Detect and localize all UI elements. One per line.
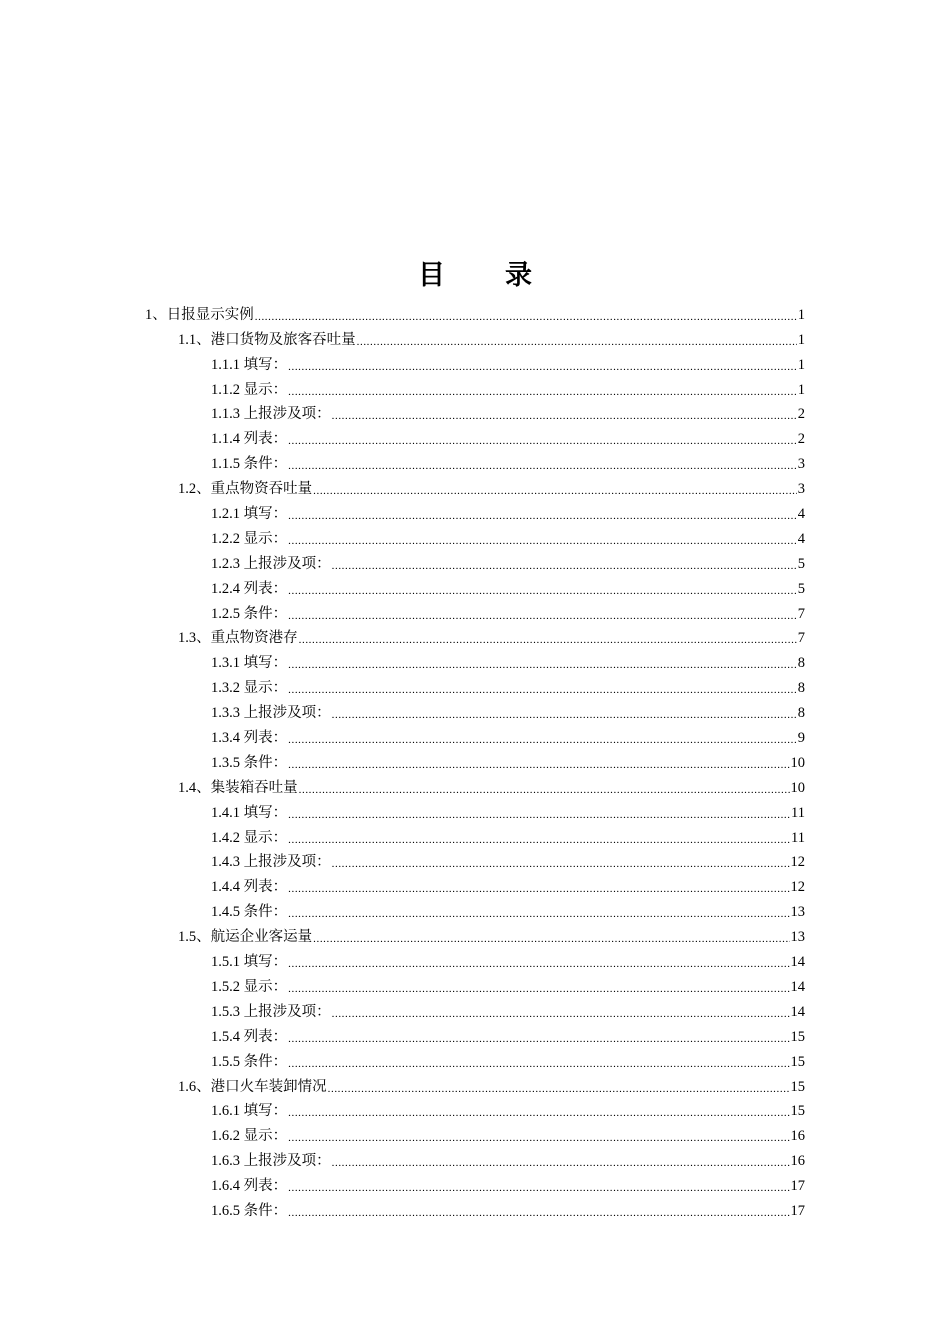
toc-dot-leader	[357, 335, 797, 349]
toc-entry-title: 1.6.3 上报涉及项：	[211, 1153, 331, 1170]
toc-entry[interactable]	[0, 698, 805, 723]
toc-entry[interactable]	[0, 848, 805, 873]
toc-entry-page-number: 3	[797, 456, 805, 473]
toc-entry[interactable]	[0, 400, 805, 425]
toc-entry-page-number: 7	[797, 630, 805, 647]
toc-entry[interactable]	[0, 375, 805, 400]
toc-entry[interactable]	[0, 947, 805, 972]
toc-dot-leader	[299, 783, 790, 797]
toc-dot-leader	[332, 409, 797, 423]
toc-dot-leader	[328, 1082, 790, 1096]
toc-dot-leader	[332, 1007, 790, 1021]
toc-dot-leader	[299, 633, 797, 647]
toc-entry-page-number: 12	[790, 879, 805, 896]
toc-dot-leader	[288, 658, 797, 672]
toc-entry[interactable]	[0, 648, 805, 673]
toc-entry-title: 1.5.1 填写：	[211, 954, 288, 971]
toc-dot-leader	[288, 534, 797, 548]
toc-entry[interactable]	[0, 922, 805, 947]
toc-entry-page-number: 12	[790, 854, 805, 871]
toc-entry-title: 1.3.4 列表：	[211, 730, 288, 747]
toc-entry[interactable]	[0, 424, 805, 449]
toc-entry-page-number: 11	[791, 829, 805, 846]
toc-entry-page-number: 15	[790, 1078, 805, 1095]
toc-entry[interactable]	[0, 549, 805, 574]
toc-entry-title: 1.4.1 填写：	[211, 804, 288, 821]
toc-entry-title: 1.1、港口货物及旅客吞吐量	[178, 331, 356, 348]
toc-entry-title: 1.2.5 条件：	[211, 605, 288, 622]
toc-entry[interactable]	[0, 673, 805, 698]
toc-dot-leader	[288, 459, 797, 473]
toc-entry[interactable]	[0, 1022, 805, 1047]
toc-entry[interactable]	[0, 823, 805, 848]
toc-entry-page-number: 9	[797, 730, 805, 747]
toc-list	[0, 300, 950, 1221]
toc-entry-page-number: 11	[791, 804, 805, 821]
toc-entry-title: 1、日报显示实例	[145, 306, 254, 323]
toc-entry[interactable]	[0, 972, 805, 997]
toc-entry-title: 1.5.2 显示：	[211, 978, 288, 995]
toc-entry[interactable]	[0, 748, 805, 773]
toc-entry[interactable]	[0, 798, 805, 823]
toc-entry-title: 1.1.3 上报涉及项：	[211, 406, 331, 423]
toc-entry-page-number: 7	[797, 605, 805, 622]
toc-entry-page-number: 17	[790, 1178, 805, 1195]
toc-entry-page-number: 1	[797, 331, 805, 348]
toc-entry[interactable]	[0, 325, 805, 350]
toc-entry-title: 1.2.2 显示：	[211, 530, 288, 547]
toc-entry[interactable]	[0, 1047, 805, 1072]
toc-entry-title: 1.6.5 条件：	[211, 1202, 288, 1219]
toc-entry-page-number: 1	[797, 306, 805, 323]
toc-dot-leader	[288, 434, 797, 448]
toc-dot-leader	[288, 1181, 789, 1195]
toc-dot-leader	[288, 385, 797, 399]
toc-entry[interactable]	[0, 773, 805, 798]
toc-entry-page-number: 15	[790, 1028, 805, 1045]
toc-entry-page-number: 1	[797, 356, 805, 373]
toc-dot-leader	[332, 559, 797, 573]
toc-entry-page-number: 14	[790, 954, 805, 971]
toc-dot-leader	[332, 708, 797, 722]
toc-entry-title: 1.4、集装箱吞吐量	[178, 779, 298, 796]
toc-dot-leader	[288, 609, 797, 623]
toc-entry[interactable]	[0, 723, 805, 748]
toc-entry-title: 1.2.4 列表：	[211, 580, 288, 597]
toc-dot-leader	[288, 982, 789, 996]
toc-entry-title: 1.2.1 填写：	[211, 506, 288, 523]
toc-dot-leader	[288, 808, 790, 822]
toc-entry-page-number: 2	[797, 431, 805, 448]
toc-dot-leader	[313, 932, 789, 946]
toc-entry-title: 1.5、航运企业客运量	[178, 929, 313, 946]
toc-entry-title: 1.6.1 填写：	[211, 1103, 288, 1120]
toc-entry-page-number: 13	[790, 929, 805, 946]
toc-entry-title: 1.4.4 列表：	[211, 879, 288, 896]
toc-entry-page-number: 3	[797, 481, 805, 498]
toc-dot-leader	[288, 1131, 789, 1145]
toc-title: 目录	[418, 260, 592, 291]
toc-dot-leader	[288, 1206, 789, 1220]
toc-dot-leader	[288, 882, 789, 896]
toc-dot-leader	[288, 683, 797, 697]
toc-entry-title: 1.4.5 条件：	[211, 904, 288, 921]
toc-entry[interactable]	[0, 1072, 805, 1097]
toc-entry[interactable]	[0, 1146, 805, 1171]
toc-entry-title: 1.1.4 列表：	[211, 431, 288, 448]
toc-entry-title: 1.6、港口火车装卸情况	[178, 1078, 327, 1095]
toc-dot-leader	[288, 1057, 789, 1071]
toc-entry[interactable]	[0, 474, 805, 499]
toc-entry[interactable]	[0, 1121, 805, 1146]
toc-entry-title: 1.3.3 上报涉及项：	[211, 705, 331, 722]
toc-entry-title: 1.4.3 上报涉及项：	[211, 854, 331, 871]
toc-entry-page-number: 5	[797, 580, 805, 597]
toc-entry-page-number: 8	[797, 680, 805, 697]
toc-entry-page-number: 15	[790, 1103, 805, 1120]
toc-entry-page-number: 2	[797, 406, 805, 423]
toc-dot-leader	[332, 857, 790, 871]
toc-entry-title: 1.5.3 上报涉及项：	[211, 1003, 331, 1020]
toc-entry-page-number: 14	[790, 1003, 805, 1020]
toc-dot-leader	[313, 484, 797, 498]
toc-entry[interactable]	[0, 499, 805, 524]
toc-entry-title: 1.3.1 填写：	[211, 655, 288, 672]
toc-entry[interactable]	[0, 997, 805, 1022]
toc-dot-leader	[288, 509, 797, 523]
toc-entry-title: 1.3、重点物资港存	[178, 630, 298, 647]
toc-entry-title: 1.3.2 显示：	[211, 680, 288, 697]
toc-entry[interactable]	[0, 524, 805, 549]
toc-entry[interactable]	[0, 624, 805, 649]
toc-entry[interactable]	[0, 1171, 805, 1196]
toc-dot-leader	[288, 584, 797, 598]
toc-entry-page-number: 16	[790, 1153, 805, 1170]
toc-entry-page-number: 13	[790, 904, 805, 921]
toc-entry[interactable]	[0, 872, 805, 897]
toc-entry-page-number: 8	[797, 655, 805, 672]
toc-entry-page-number: 15	[790, 1053, 805, 1070]
toc-entry[interactable]	[0, 1097, 805, 1122]
toc-entry[interactable]	[0, 574, 805, 599]
toc-entry-page-number: 8	[797, 705, 805, 722]
toc-entry[interactable]	[0, 350, 805, 375]
toc-dot-leader	[288, 733, 797, 747]
toc-entry-title: 1.1.2 显示：	[211, 381, 288, 398]
toc-entry-page-number: 4	[797, 506, 805, 523]
toc-dot-leader	[288, 758, 789, 772]
toc-entry-title: 1.2.3 上报涉及项：	[211, 555, 331, 572]
toc-entry-page-number: 4	[797, 530, 805, 547]
toc-entry-title: 1.2、重点物资吞吐量	[178, 481, 313, 498]
toc-dot-leader	[288, 833, 790, 847]
toc-dot-leader	[288, 1106, 789, 1120]
toc-entry-title: 1.1.5 条件：	[211, 456, 288, 473]
toc-dot-leader	[332, 1156, 790, 1170]
toc-entry-page-number: 17	[790, 1202, 805, 1219]
toc-entry[interactable]	[0, 599, 805, 624]
toc-entry-page-number: 10	[790, 779, 805, 796]
toc-entry-page-number: 10	[790, 754, 805, 771]
toc-entry[interactable]	[0, 449, 805, 474]
toc-entry-title: 1.5.4 列表：	[211, 1028, 288, 1045]
toc-entry-page-number: 14	[790, 978, 805, 995]
toc-entry-title: 1.3.5 条件：	[211, 754, 288, 771]
toc-entry-title: 1.6.4 列表：	[211, 1178, 288, 1195]
toc-entry-page-number: 16	[790, 1128, 805, 1145]
toc-dot-leader	[288, 360, 797, 374]
toc-entry-title: 1.6.2 显示：	[211, 1128, 288, 1145]
toc-entry-page-number: 1	[797, 381, 805, 398]
toc-dot-leader	[288, 957, 789, 971]
toc-dot-leader	[288, 1032, 789, 1046]
toc-entry-page-number: 5	[797, 555, 805, 572]
toc-dot-leader	[288, 907, 789, 921]
toc-entry-title: 1.5.5 条件：	[211, 1053, 288, 1070]
toc-entry-title: 1.4.2 显示：	[211, 829, 288, 846]
toc-entry[interactable]	[0, 300, 805, 325]
toc-entry[interactable]	[0, 897, 805, 922]
toc-entry[interactable]	[0, 1196, 805, 1221]
toc-dot-leader	[255, 310, 797, 324]
toc-entry-title: 1.1.1 填写：	[211, 356, 288, 373]
